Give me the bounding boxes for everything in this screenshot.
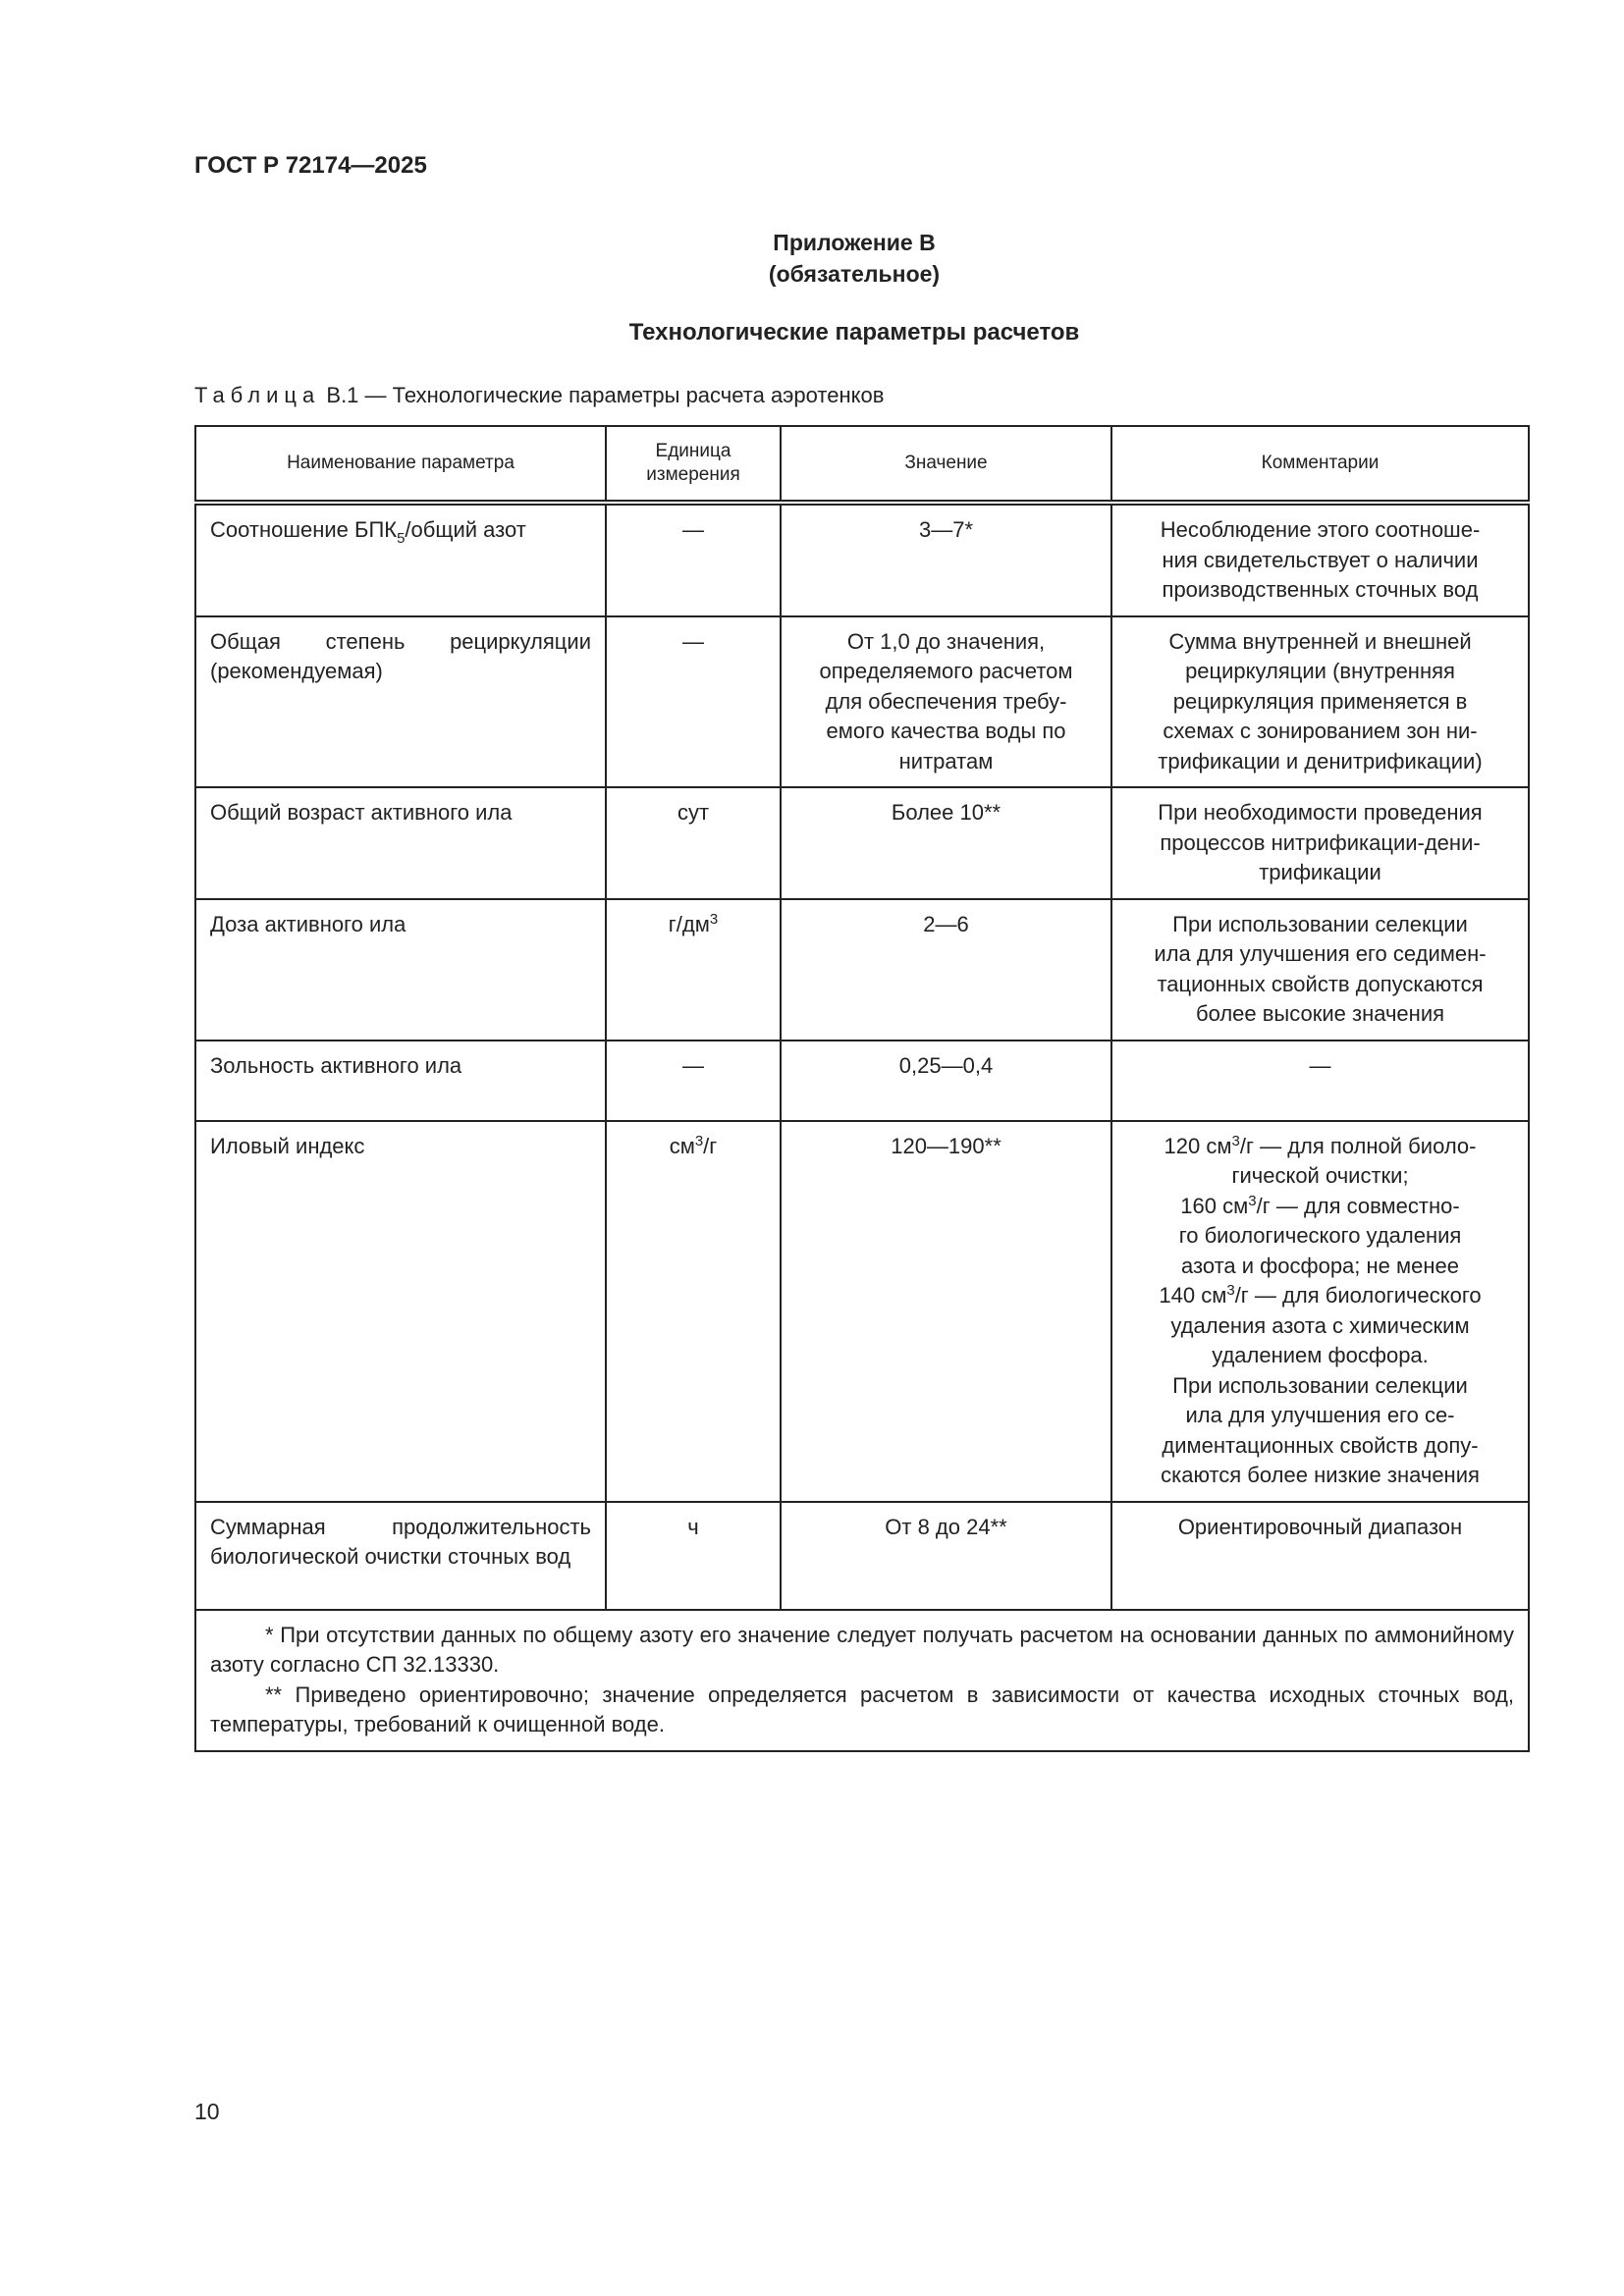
cell-value: 120—190** bbox=[781, 1121, 1111, 1502]
cell-comment: 120 $см^3/г$ — для полной биоло- гической очистки; 160 $см^3/г$ — для совместно- го биологического удаления азота и фосфора; не менее 140 $см^3/г$ — для биологического удаления азота с химическим удалением фосфора. При использовании селекции ила для улучшения его се- диментационных свойств допу- скаются более низкие значения bbox=[1111, 1121, 1529, 1502]
appendix-status: (обязательное) bbox=[768, 261, 941, 287]
cell-value: 3—7* bbox=[781, 503, 1111, 616]
header-unit-line: измерения bbox=[646, 464, 740, 485]
table-row bbox=[195, 1502, 1529, 1610]
cell-unit: $г/дм^3$ bbox=[606, 899, 781, 1041]
page-number: 10 bbox=[194, 2099, 220, 2124]
cell-name: Доза активного ила bbox=[195, 899, 606, 1041]
document-code: ГОСТ Р 72174—2025 bbox=[194, 152, 427, 179]
header-unit-line: Единица bbox=[655, 441, 731, 461]
parameters-table bbox=[194, 425, 1530, 1752]
table-row bbox=[195, 899, 1529, 1041]
cell-name: Общая степень рециркуляции (рекомендуемая) bbox=[195, 616, 606, 788]
table-caption-text: В.1 — Технологические параметры расчета аэротенков bbox=[326, 383, 885, 407]
table-notes-row bbox=[195, 1610, 1529, 1751]
cell-comment: Несоблюдение этого соотноше- ния свидетельствует о наличии производственных сточных вод bbox=[1111, 503, 1529, 616]
cell-unit: ч bbox=[606, 1502, 781, 1610]
section-title: Технологические параметры расчетов bbox=[628, 319, 1080, 346]
cell-unit: — bbox=[606, 503, 781, 616]
appendix-heading bbox=[0, 227, 1624, 290]
cell-name: Суммарная продолжительность биологической очистки сточных вод bbox=[195, 1502, 606, 1610]
cell-unit: — bbox=[606, 1041, 781, 1121]
cell-name: Иловый индекс bbox=[195, 1121, 606, 1502]
cell-comment: Ориентировочный диапазон bbox=[1111, 1502, 1529, 1610]
table-caption-label: Таблица bbox=[194, 383, 321, 407]
cell-name: Зольность активного ила bbox=[195, 1041, 606, 1121]
cell-value: От 1,0 до значения, определяемого расчетом для обеспечения требу- емого качества воды по нитратам bbox=[781, 616, 1111, 788]
header-unit bbox=[606, 426, 781, 503]
appendix-title: Приложение В bbox=[773, 230, 936, 255]
table-note: ** Приведено ориентировочно; значение определяется расчетом в зависимости от качества исходных сточных вод, температуры, требований к очищенной воде. bbox=[210, 1682, 1514, 1736]
header-name: Наименование параметра bbox=[195, 426, 606, 503]
header-comment: Комментарии bbox=[1111, 426, 1529, 503]
table-row bbox=[195, 1041, 1529, 1121]
table-row bbox=[195, 616, 1529, 788]
cell-value: От 8 до 24** bbox=[781, 1502, 1111, 1610]
table-row bbox=[195, 787, 1529, 899]
cell-unit: $см^3/г$ bbox=[606, 1121, 781, 1502]
cell-comment: При необходимости проведения процессов нитрификации-дени- трификации bbox=[1111, 787, 1529, 899]
cell-comment: — bbox=[1111, 1041, 1529, 1121]
cell-unit: сут bbox=[606, 787, 781, 899]
table-header-row bbox=[195, 426, 1529, 503]
cell-value: 2—6 bbox=[781, 899, 1111, 1041]
table-caption bbox=[194, 383, 884, 408]
cell-value: Более 10** bbox=[781, 787, 1111, 899]
cell-comment: При использовании селекции ила для улучшения его седимен- тационных свойств допускаются более высокие значения bbox=[1111, 899, 1529, 1041]
cell-value: 0,25—0,4 bbox=[781, 1041, 1111, 1121]
table-notes bbox=[195, 1610, 1529, 1751]
table-note: * При отсутствии данных по общему азоту его значение следует получать расчетом на основании данных по аммонийному азоту согласно СП 32.13330. bbox=[210, 1622, 1514, 1677]
table-row bbox=[195, 1121, 1529, 1502]
cell-name: Соотношение $БПК_5$/общий азот bbox=[195, 503, 606, 616]
cell-unit: — bbox=[606, 616, 781, 788]
header-value: Значение bbox=[781, 426, 1111, 503]
cell-comment: Сумма внутренней и внешней рециркуляции (внутренняя рециркуляция применяется в схемах с зонированием зон ни- трификации и денитрификации) bbox=[1111, 616, 1529, 788]
cell-name: Общий возраст активного ила bbox=[195, 787, 606, 899]
table-row bbox=[195, 503, 1529, 616]
